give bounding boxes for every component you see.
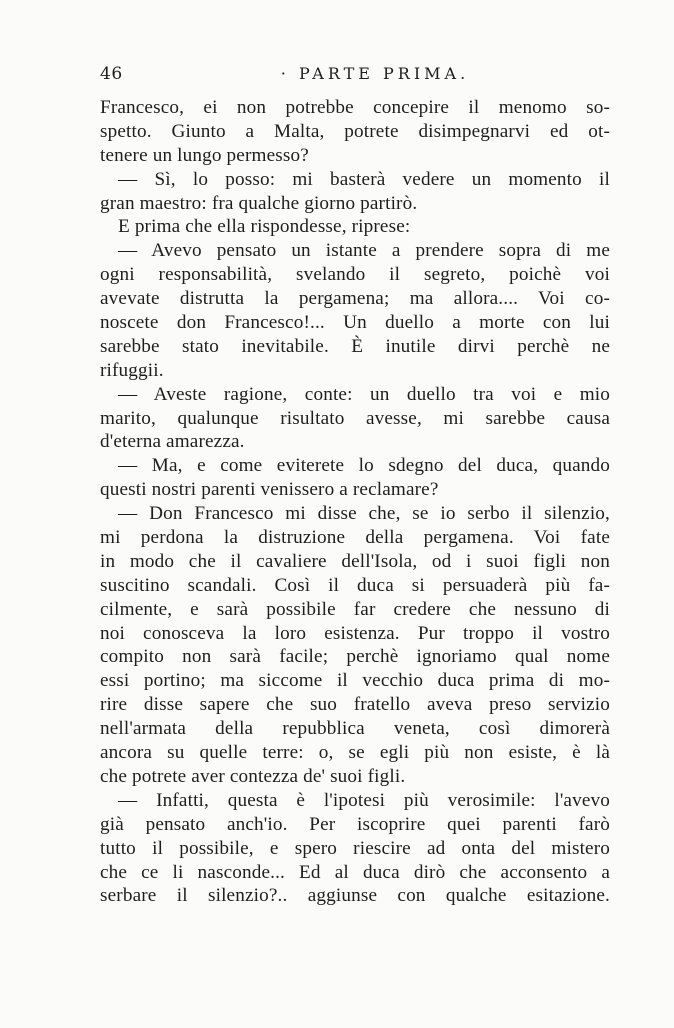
text-line: — Ma, e come eviterete lo sdegno del duca, quando [118, 455, 610, 477]
text-line: in modo che il cavaliere dell'Isola, od i suoi figli non [100, 550, 610, 572]
text-line: noi conosceva la loro esistenza. Pur troppo il vostro [100, 622, 610, 644]
text-line: essi portino; ma siccome il vecchio duca prima di mo- [100, 670, 610, 692]
running-head: · PARTE PRIMA. [280, 64, 470, 83]
text-line: questi nostri parenti venissero a reclamare? [100, 479, 439, 501]
text-line: Francesco, ei non potrebbe concepire il menomo so- [100, 97, 610, 118]
text-line: ogni responsabilità, svelando il segreto, poichè voi [100, 264, 610, 286]
text-line: che potrete aver contezza de' suoi figli. [100, 765, 406, 787]
text-line: compito non sarà facile; perchè ignoriamo qual nome [100, 646, 610, 668]
text-line: sarebbe stato inevitabile. È inutile dirvi perchè ne [100, 335, 610, 357]
text-line: cilmente, e sarà possibile far credere che nessuno di [100, 598, 610, 620]
text-line: — Sì, lo posso: mi basterà vedere un momento il [118, 168, 610, 190]
text-line: serbare il silenzio?.. aggiunse con qualche esitazione. [100, 885, 610, 907]
text-line: gran maestro: fra qualche giorno partirò. [100, 192, 418, 214]
text-line: avevate distrutta la pergamena; ma allora.... Voi co- [100, 288, 610, 310]
text-line: tenere un lungo permesso? [100, 144, 309, 166]
text-line: — Infatti, questa è l'ipotesi più verosimile: l'avevo [118, 789, 610, 811]
page-header [100, 64, 610, 90]
text-line: suscitino scandali. Così il duca si persuaderà più fa- [100, 574, 610, 596]
text-line: rifuggii. [100, 359, 164, 381]
text-line: rire disse sapere che suo fratello aveva preso servizio [100, 694, 610, 716]
text-line: — Don Francesco mi disse che, se io serbo il silenzio, [118, 503, 610, 525]
text-line: — Aveste ragione, conte: un duello tra voi e mio [118, 383, 610, 405]
text-line: — Avevo pensato un istante a prendere sopra di me [118, 240, 610, 262]
text-line: già pensato anch'io. Per iscoprire quei parenti farò [100, 813, 610, 835]
text-line: tutto il possibile, e spero riescire ad onta del mistero [100, 837, 610, 859]
text-line: che ce li nasconde... Ed al duca dirò che acconsento a [100, 861, 610, 883]
text-line: E prima che ella rispondesse, riprese: [118, 216, 411, 238]
body-text [100, 96, 610, 908]
page-number: 46 [100, 64, 123, 84]
text-line: mi perdona la distruzione della pergamena. Voi fate [100, 527, 610, 549]
text-line: d'eterna amarezza. [100, 431, 245, 453]
text-line: spetto. Giunto a Malta, potrete disimpegnarvi ed ot- [100, 120, 610, 142]
text-line: noscete don Francesco!... Un duello a morte con lui [100, 312, 610, 334]
text-line: nell'armata della repubblica veneta, così dimorerà [100, 718, 610, 740]
text-line: ancora su quelle terre: o, se egli più non esiste, è là [100, 742, 610, 764]
text-line: marito, qualunque risultato avesse, mi sarebbe causa [100, 407, 610, 429]
